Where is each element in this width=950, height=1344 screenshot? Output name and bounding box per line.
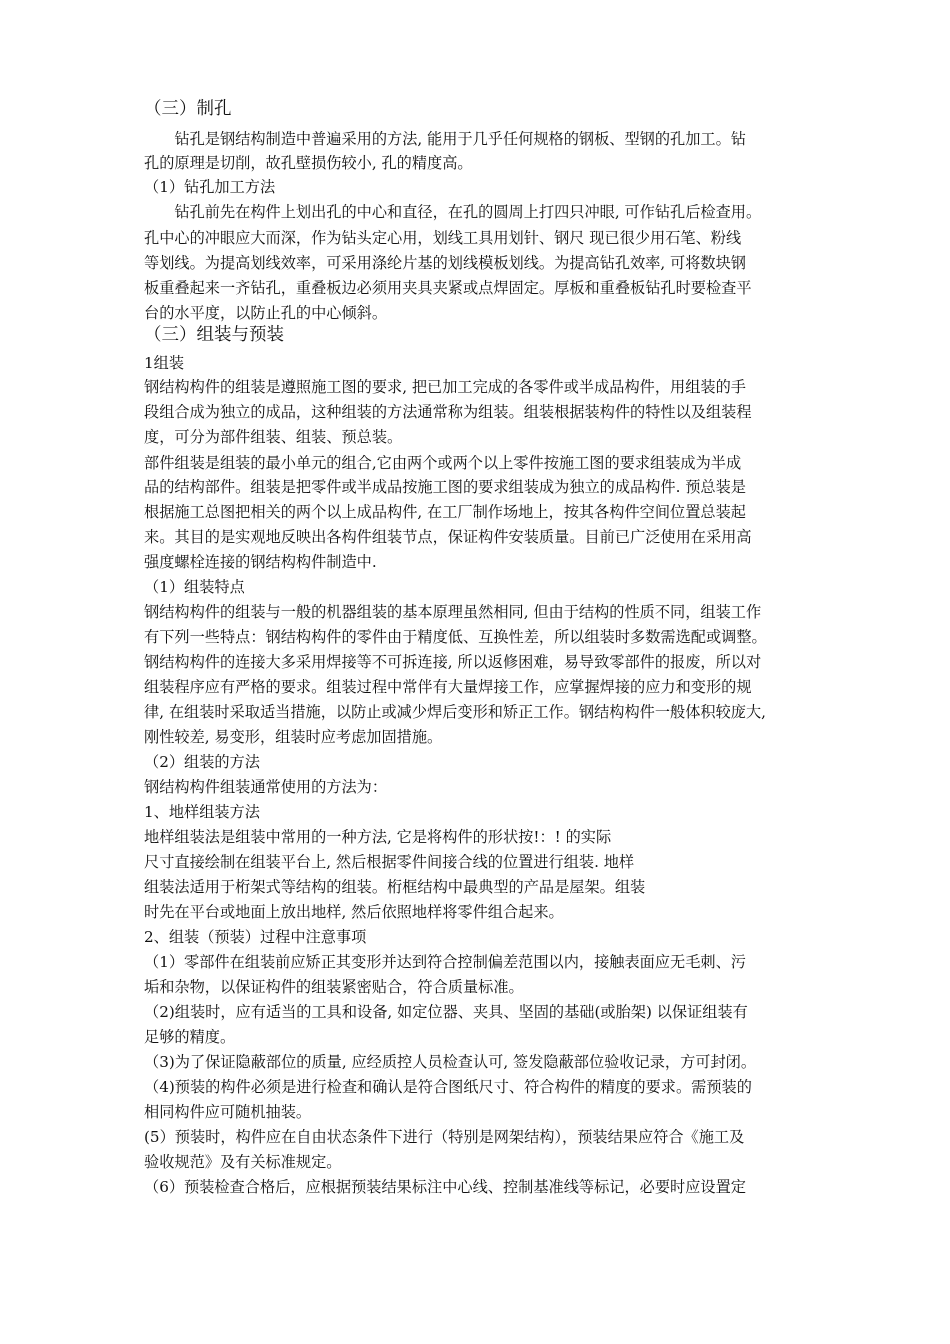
paragraph-line: 垢和杂物，以保证构件的组装紧密贴合，符合质量标准。 [144, 978, 524, 996]
paragraph-line: 验收规范》及有关标准规定。 [144, 1153, 342, 1171]
paragraph-line: 强度螺栓连接的钢结构构件制造中. [144, 553, 377, 571]
paragraph-line: 有下列一些特点：钢结构构件的零件由于精度低、互换性差，所以组装时多数需选配或调整。 [144, 628, 767, 646]
paragraph-line: （3)为了保证隐蔽部位的质量, 应经质控人员检查认可, 签发隐蔽部位验收记录，方可封闭。 [144, 1053, 757, 1071]
paragraph-line: 地样组装法是组装中常用的一种方法, 它是将构件的形状按!：! 的实际 [144, 828, 612, 846]
section-heading-assembly: （三）组装与预装 [144, 325, 284, 345]
paragraph-line: 组装法适用于桁架式等结构的组装。桁框结构中最典型的产品是屋架。组装 [144, 878, 646, 896]
paragraph-line: (5）预装时，构件应在自由状态条件下进行（特别是网架结构），预装结果应符合《施工及 [144, 1128, 745, 1146]
paragraph-line: （6）预装检查合格后，应根据预装结果标注中心线、控制基准线等标记，必要时应设置定 [144, 1178, 746, 1196]
paragraph-line: （2)组装时，应有适当的工具和设备, 如定位器、夹具、坚固的基础(或胎架) 以保证组装有 [144, 1003, 748, 1021]
paragraph-line: 孔中心的冲眼应大而深，作为钻头定心用，划线工具用划针、钢尺 现已很少用石笔、粉线 [144, 229, 742, 247]
paragraph-line: 板重叠起来一齐钻孔，重叠板边必须用夹具夹紧或点焊固定。厚板和重叠板钻孔时要检查平 [144, 279, 752, 297]
section-heading-drilling: （三）制孔 [144, 99, 232, 119]
subheading-assembly-features: （1）组装特点 [144, 578, 245, 596]
subheading-precautions: 2、组装（预装）过程中注意事项 [144, 928, 367, 946]
paragraph-line: 尺寸直接绘制在组装平台上, 然后根据零件间接合线的位置进行组装. 地样 [144, 853, 635, 871]
paragraph-line: 刚性较差, 易变形，组装时应考虑加固措施。 [144, 728, 443, 746]
paragraph-line: 钢结构构件的组装是遵照施工图的要求, 把已加工完成的各零件或半成品构件，用组装的手 [144, 378, 746, 396]
paragraph-line: 律, 在组装时采取适当措施，以防止或减少焊后变形和矫正工作。钢结构构件一般体积较庞大, [144, 703, 766, 721]
paragraph-line: 台的水平度，以防止孔的中心倾斜。 [144, 304, 387, 322]
subheading-drilling-method: （1）钻孔加工方法 [144, 178, 276, 196]
paragraph-line: 度，可分为部件组装、组装、预总装。 [144, 428, 403, 446]
paragraph-line: 孔的原理是切削，故孔壁损伤较小, 孔的精度高。 [144, 154, 473, 172]
paragraph-line: 足够的精度。 [144, 1028, 236, 1046]
paragraph-line: 品的结构部件。组装是把零件或半成品按施工图的要求组装成为独立的成品构件. 预总装是 [144, 478, 746, 496]
paragraph-line: 钻孔是钢结构制造中普遍采用的方法, 能用于几乎任何规格的钢板、型钢的孔加工。钻 [144, 130, 746, 148]
paragraph-line: 时先在平台或地面上放出地样, 然后依照地样将零件组合起来。 [144, 903, 564, 921]
paragraph-line: 钢结构构件的连接大多采用焊接等不可拆连接, 所以返修困难，易导致零部件的报废，所以对 [144, 653, 762, 671]
paragraph-line: 相同构件应可随机抽装。 [144, 1103, 312, 1121]
paragraph-line: 段组合成为独立的成品，这种组装的方法通常称为组装。组装根据装构件的特性以及组装程 [144, 403, 752, 421]
paragraph-line: 组装程序应有严格的要求。组装过程中常伴有大量焊接工作，应掌握焊接的应力和变形的规 [144, 678, 752, 696]
paragraph-line: 来。其目的是实观地反映出各构件组装节点，保证构件安装质量。目前已广泛使用在采用高 [144, 528, 752, 546]
paragraph-line: 根据施工总图把相关的两个以上成品构件, 在工厂制作场地上，按其各构件空间位置总装起 [144, 503, 746, 521]
paragraph-line: 钢结构构件的组装与一般的机器组装的基本原理虽然相同, 但由于结构的性质不同，组装工作 [144, 603, 762, 621]
paragraph-line: 等划线。为提高划线效率，可采用涤纶片基的划线模板划线。为提高钻孔效率, 可将数块钢 [144, 254, 746, 272]
paragraph-line: （1）零部件在组装前应矫正其变形并达到符合控制偏差范围以内，接触表面应无毛刺、污 [144, 953, 746, 971]
paragraph-line: 钢结构构件组装通常使用的方法为： [144, 778, 387, 796]
subheading-assembly-methods: （2）组装的方法 [144, 753, 260, 771]
subheading-ground-template-method: 1、地样组装方法 [144, 803, 260, 821]
paragraph-line: （4)预装的构件必须是进行检查和确认是符合图纸尺寸、符合构件的精度的要求。需预装的 [144, 1078, 752, 1096]
paragraph-line: 钻孔前先在构件上划出孔的中心和直径，在孔的圆周上打四只冲眼, 可作钻孔后检查用。 [144, 203, 762, 221]
paragraph-line: 部件组装是组装的最小单元的组合,它由两个或两个以上零件按施工图的要求组装成为半成 [144, 454, 742, 472]
subheading-assembly: 1组装 [144, 354, 185, 372]
